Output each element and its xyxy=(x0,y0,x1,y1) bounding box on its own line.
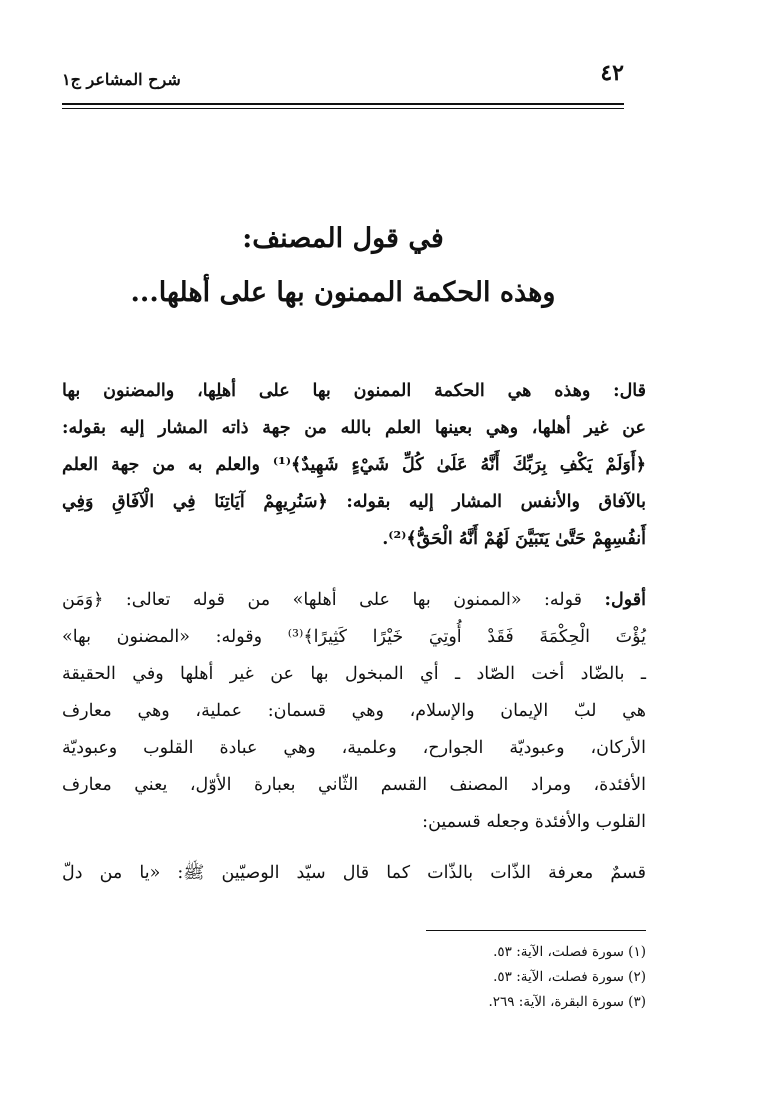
paragraph-continuation xyxy=(62,855,646,892)
paragraph-line: ﴿أَوَلَمْ يَكْفِ بِرَبِّكَ أَنَّهُ عَلَىٰ كُلِّ شَيْءٍ شَهِيدٌ﴾⁽¹⁾ والعلم به من جهة العلم xyxy=(62,455,646,475)
paragraph-line: الأفئدة، ومراد المصنف القسم الثّاني بعبارة الأوّل، يعني معارف xyxy=(62,775,646,795)
paragraph-line: هي لبّ الإيمان والإسلام، وهي قسمان: عملية، وهي معارف xyxy=(62,701,646,721)
paragraph-quote xyxy=(62,373,646,558)
paragraph-line: ـ بالضّاد أخت الصّاد ـ أي المبخول بها عن غير أهلها وفي الحقيقة xyxy=(62,664,646,684)
paragraph-line: قال: وهذه هي الحكمة الممنون بها على أهلِها، والمضنون بها xyxy=(62,381,646,401)
lead-word: أقول: xyxy=(604,590,646,610)
footnote-1: (١) سورة فصلت، الآية: ٥٣. xyxy=(493,944,646,960)
paragraph-line: عن غير أهلها، وهي بعينها العلم بالله من جهة ذاته المشار إليه بقوله: xyxy=(62,418,646,438)
paragraph-line: القلوب والأفئدة وجعله قسمين: xyxy=(422,812,646,832)
footnote-2: (٢) سورة فصلت، الآية: ٥٣. xyxy=(493,969,646,985)
paragraph-commentary xyxy=(62,582,646,841)
chapter-title xyxy=(62,212,624,320)
paragraph-line: الأركان، وعبوديّة الجوارح، وعلمية، وهي عبادة القلوب وعبوديّة xyxy=(62,738,646,758)
header-rule xyxy=(62,103,624,105)
footnote-3: (٣) سورة البقرة، الآية: ٢٦٩. xyxy=(488,994,646,1010)
paragraph-line: أَنفُسِهِمْ حَتَّىٰ يَتَبَيَّنَ لَهُمْ أَنَّهُ الْحَقُّ﴾⁽²⁾. xyxy=(382,529,646,549)
chapter-title-line-2: وهذه الحكمة الممنون بها على أهلها... xyxy=(130,277,556,308)
page-header xyxy=(62,60,624,100)
footnote-rule xyxy=(426,930,646,931)
paragraph-line: قسمٌ معرفة الذّات بالذّات كما قال سيّد الوصيّين ﷺ: «يا من دلّ xyxy=(62,863,646,883)
chapter-title-line-1: في قول المصنف: xyxy=(242,223,444,254)
paragraph-line: أقول: قوله: «الممنون بها على أهلها» من قوله تعالى: ﴿وَمَن xyxy=(62,590,646,610)
running-title: شرح المشاعر ج١ xyxy=(62,70,181,89)
paragraph-line: بالآفاق والأنفس المشار إليه بقوله: ﴿سَنُرِيهِمْ آيَاتِنَا فِي الْآفَاقِ وَفِي xyxy=(62,492,646,512)
header-rule-thin xyxy=(62,108,624,109)
paragraph-line: يُؤْتَ الْحِكْمَةَ فَقَدْ أُوتِيَ خَيْرًا كَثِيرًا﴾⁽³⁾ وقوله: «المضنون بها» xyxy=(62,627,646,647)
page-number: ٤٢ xyxy=(600,60,624,86)
footnotes xyxy=(260,940,646,1015)
